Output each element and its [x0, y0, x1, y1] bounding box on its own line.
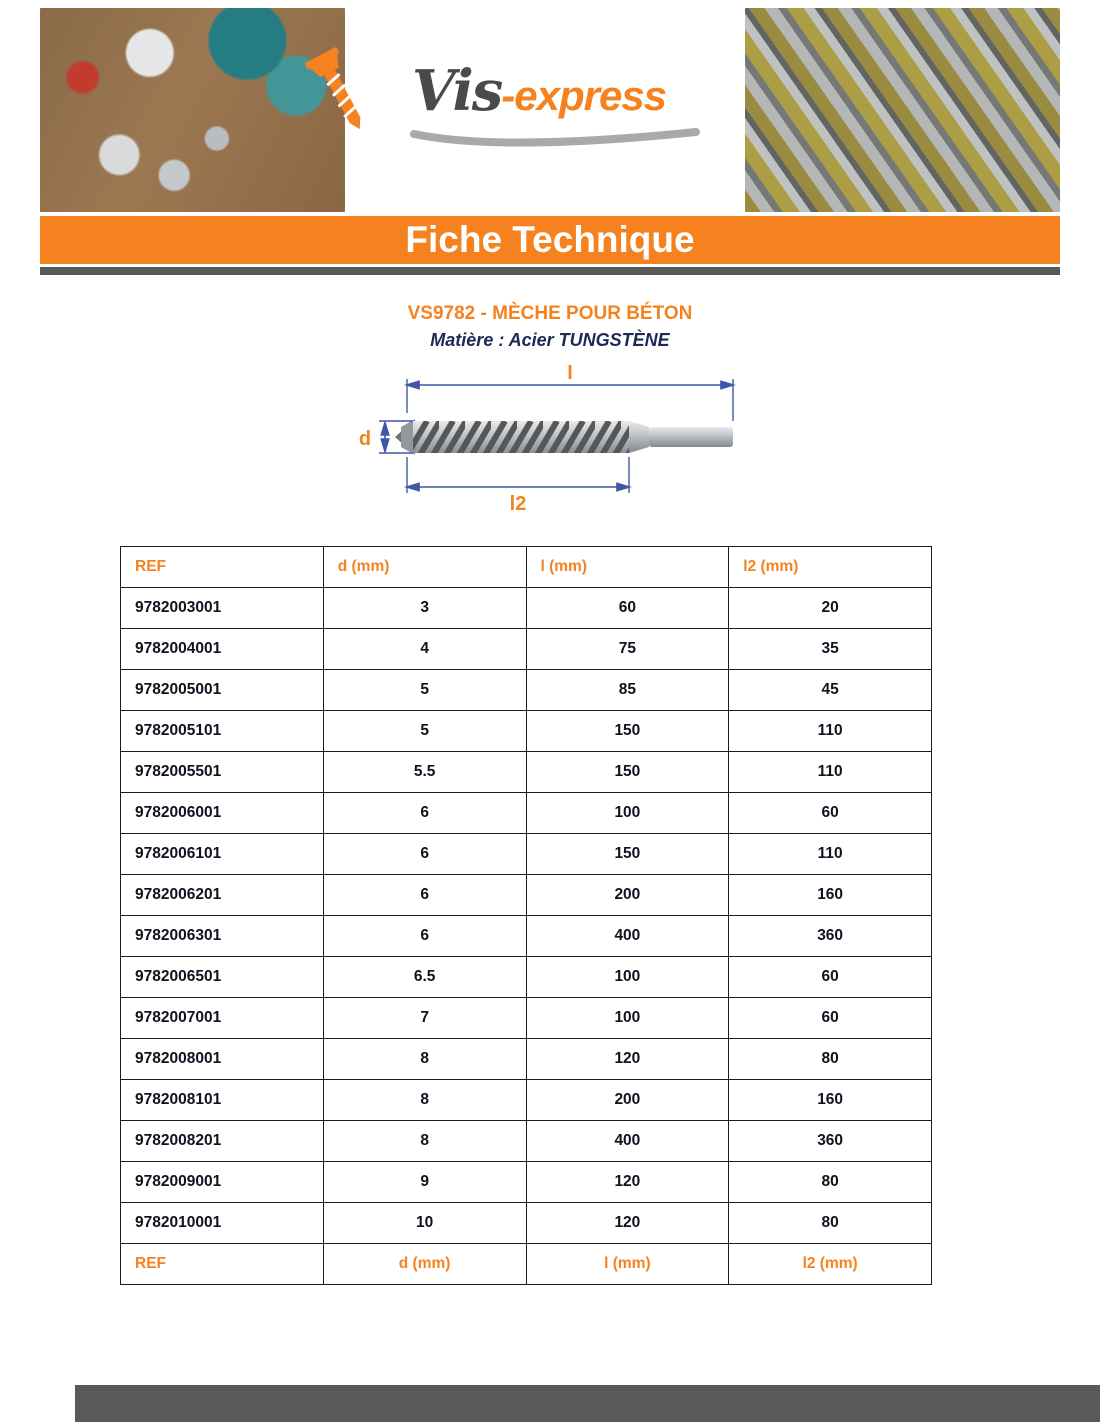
- ref-cell: 9782007001: [121, 998, 324, 1039]
- table-header-row: [121, 547, 932, 588]
- dim-label-l: l: [567, 365, 573, 384]
- table-row: [121, 834, 932, 875]
- table-row: [121, 629, 932, 670]
- header-d: d (mm): [323, 547, 526, 588]
- l-cell: 400: [526, 916, 729, 957]
- l-cell: 150: [526, 711, 729, 752]
- brand-suffix-text: -express: [501, 72, 667, 119]
- header-l2: l2 (mm): [729, 547, 932, 588]
- l-cell: 120: [526, 1162, 729, 1203]
- table-row: [121, 670, 932, 711]
- spec-table: [120, 546, 932, 1285]
- l2-cell: 35: [729, 629, 932, 670]
- table-row: [121, 916, 932, 957]
- l2-cell: 80: [729, 1162, 932, 1203]
- l2-cell: 160: [729, 1080, 932, 1121]
- banner-divider: [40, 267, 1060, 275]
- table-row: [121, 1121, 932, 1162]
- brand-wordmark: [412, 58, 666, 124]
- d-cell: 10: [323, 1203, 526, 1244]
- l-cell: 100: [526, 793, 729, 834]
- d-cell: 6: [323, 793, 526, 834]
- ref-cell: 9782006301: [121, 916, 324, 957]
- ref-cell: 9782008101: [121, 1080, 324, 1121]
- ref-cell: 9782008201: [121, 1121, 324, 1162]
- drill-bit-diagram: [335, 365, 765, 515]
- l2-cell: 160: [729, 875, 932, 916]
- ref-cell: 9782005001: [121, 670, 324, 711]
- d-cell: 4: [323, 629, 526, 670]
- brand-logo: [360, 40, 740, 180]
- l2-cell: 60: [729, 998, 932, 1039]
- ref-cell: 9782005501: [121, 752, 324, 793]
- ref-cell: 9782006501: [121, 957, 324, 998]
- dim-label-l2: l2: [509, 493, 527, 515]
- ref-cell: 9782006101: [121, 834, 324, 875]
- ref-cell: 9782010001: [121, 1203, 324, 1244]
- footer-l: l (mm): [526, 1244, 729, 1285]
- l-cell: 120: [526, 1039, 729, 1080]
- table-row: [121, 588, 932, 629]
- logo-swoosh: [410, 126, 700, 154]
- dimension-l2: [407, 457, 629, 515]
- d-cell: 5: [323, 670, 526, 711]
- table-row: [121, 752, 932, 793]
- d-cell: 6: [323, 916, 526, 957]
- material-subtitle: Matière : Acier TUNGSTÈNE: [430, 330, 670, 350]
- table-row: [121, 998, 932, 1039]
- banner: [40, 216, 1060, 264]
- table-row: [121, 793, 932, 834]
- workbench-photo: [40, 8, 345, 212]
- l-cell: 85: [526, 670, 729, 711]
- d-cell: 7: [323, 998, 526, 1039]
- l-cell: 400: [526, 1121, 729, 1162]
- l2-cell: 60: [729, 957, 932, 998]
- table-row: [121, 711, 932, 752]
- footer-bar: [75, 1385, 1100, 1422]
- d-cell: 8: [323, 1121, 526, 1162]
- brand-main-text: Vis: [412, 58, 502, 124]
- d-cell: 6.5: [323, 957, 526, 998]
- header-ref: REF: [121, 547, 324, 588]
- d-cell: 5: [323, 711, 526, 752]
- l2-cell: 45: [729, 670, 932, 711]
- d-cell: 5.5: [323, 752, 526, 793]
- l-cell: 75: [526, 629, 729, 670]
- ref-cell: 9782003001: [121, 588, 324, 629]
- d-cell: 3: [323, 588, 526, 629]
- table-row: [121, 957, 932, 998]
- header-l: l (mm): [526, 547, 729, 588]
- l2-cell: 110: [729, 711, 932, 752]
- l2-cell: 110: [729, 834, 932, 875]
- l-cell: 150: [526, 752, 729, 793]
- l-cell: 100: [526, 957, 729, 998]
- l-cell: 100: [526, 998, 729, 1039]
- banner-title: Fiche Technique: [405, 219, 695, 260]
- l-cell: 60: [526, 588, 729, 629]
- page-header: [0, 0, 1100, 212]
- dimension-l: [407, 365, 733, 421]
- d-cell: 8: [323, 1080, 526, 1121]
- table-row: [121, 1039, 932, 1080]
- l-cell: 200: [526, 875, 729, 916]
- drill-bit: [395, 419, 733, 455]
- d-cell: 6: [323, 875, 526, 916]
- l-cell: 120: [526, 1203, 729, 1244]
- l2-cell: 110: [729, 752, 932, 793]
- table-row: [121, 875, 932, 916]
- l2-cell: 20: [729, 588, 932, 629]
- d-cell: 9: [323, 1162, 526, 1203]
- table-row: [121, 1162, 932, 1203]
- footer-d: d (mm): [323, 1244, 526, 1285]
- l2-cell: 80: [729, 1203, 932, 1244]
- ref-cell: 9782008001: [121, 1039, 324, 1080]
- table-footer-row: [121, 1244, 932, 1285]
- ref-cell: 9782005101: [121, 711, 324, 752]
- ref-cell: 9782009001: [121, 1162, 324, 1203]
- product-title: VS9782 - MÈCHE POUR BÉTON: [407, 303, 693, 324]
- table-row: [121, 1080, 932, 1121]
- ref-cell: 9782006001: [121, 793, 324, 834]
- l-cell: 200: [526, 1080, 729, 1121]
- dim-label-d: d: [358, 428, 372, 450]
- footer-l2: l2 (mm): [729, 1244, 932, 1285]
- l-cell: 150: [526, 834, 729, 875]
- l2-cell: 360: [729, 1121, 932, 1162]
- l2-cell: 80: [729, 1039, 932, 1080]
- l2-cell: 360: [729, 916, 932, 957]
- footer-ref: REF: [121, 1244, 324, 1285]
- l2-cell: 60: [729, 793, 932, 834]
- ref-cell: 9782006201: [121, 875, 324, 916]
- drill-diagram-wrap: [0, 365, 1100, 520]
- screws-photo: [745, 8, 1060, 212]
- d-cell: 8: [323, 1039, 526, 1080]
- ref-cell: 9782004001: [121, 629, 324, 670]
- table-row: [121, 1203, 932, 1244]
- d-cell: 6: [323, 834, 526, 875]
